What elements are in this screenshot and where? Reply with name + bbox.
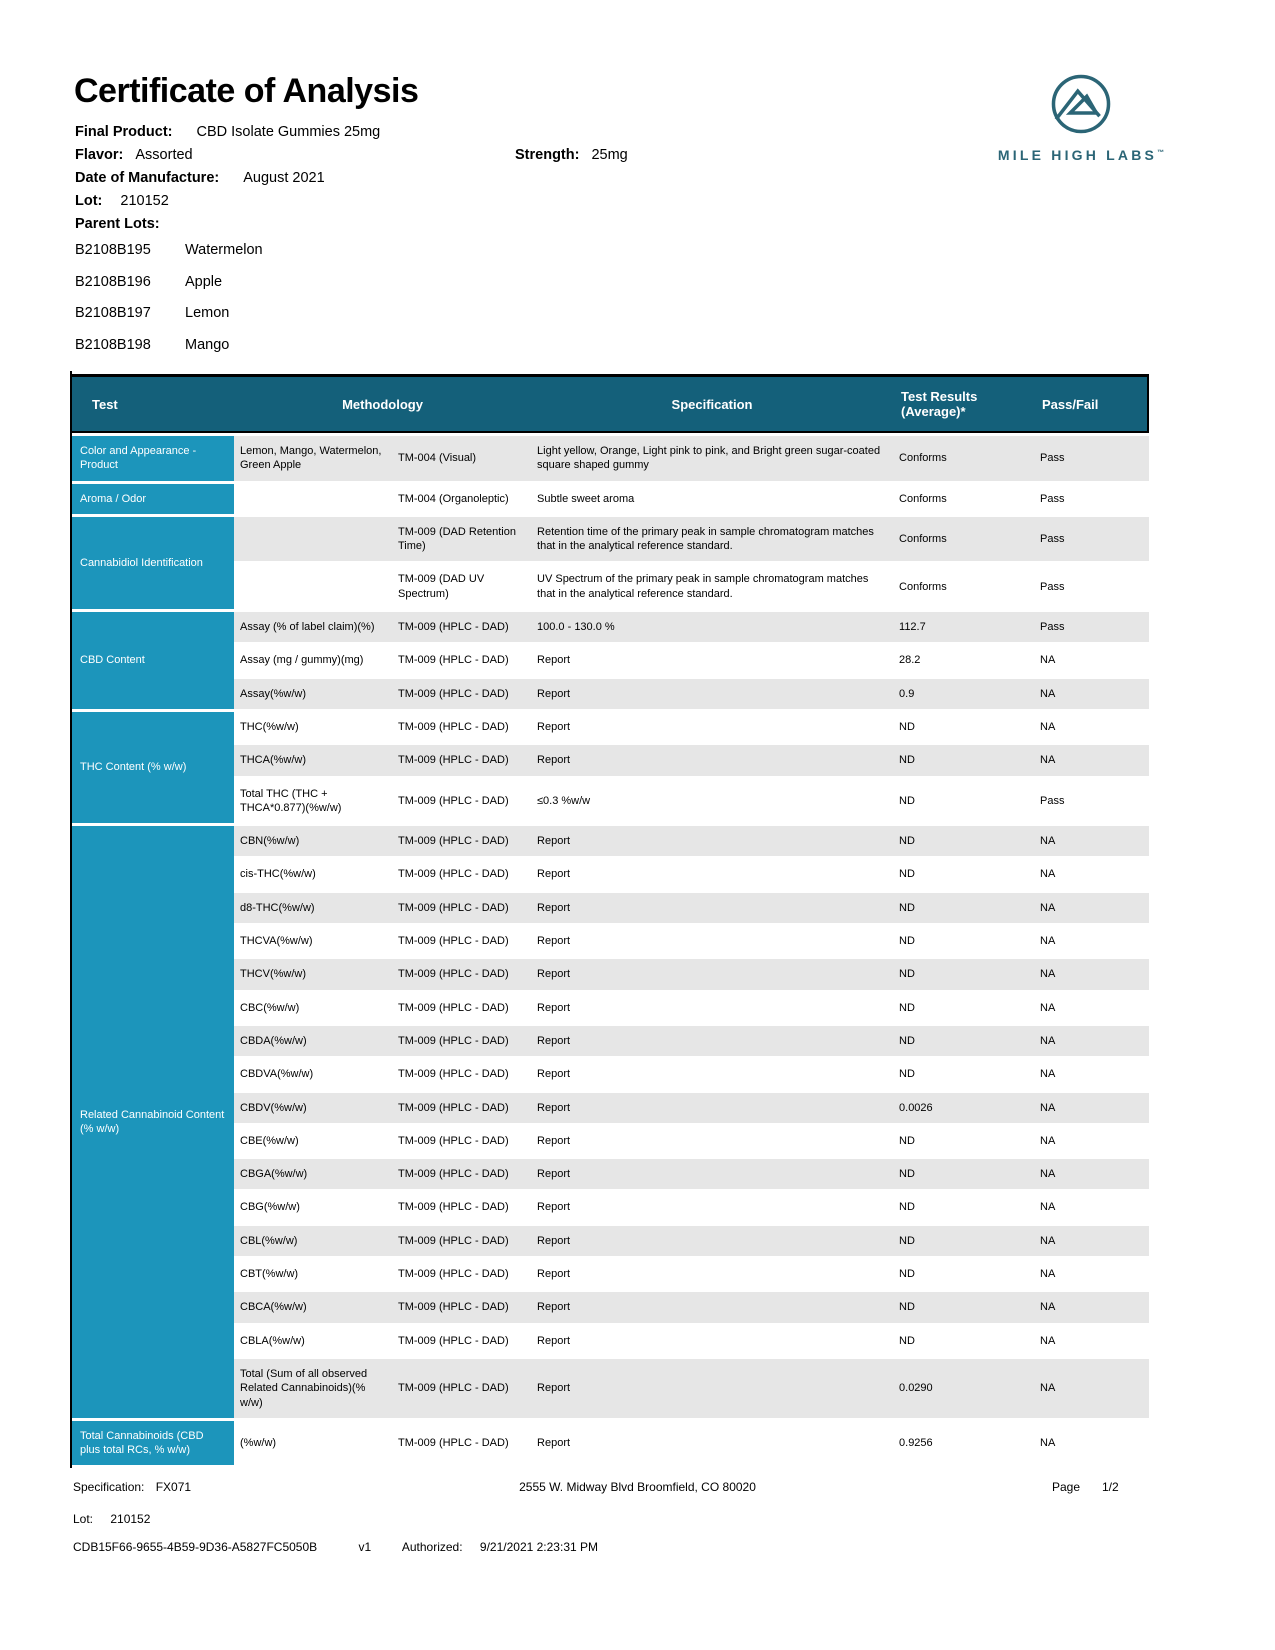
methodology-cell: TM-009 (HPLC - DAD) (392, 926, 531, 956)
table-row (72, 959, 1149, 989)
methodology-cell: TM-009 (HPLC - DAD) (392, 1059, 531, 1089)
result-cell: ND (893, 1126, 1034, 1156)
result-cell: Conforms (893, 517, 1034, 562)
passfail-cell: NA (1034, 1093, 1149, 1123)
specification-cell: Report (531, 645, 893, 675)
result-cell: 0.0026 (893, 1093, 1034, 1123)
table-row (72, 1421, 1149, 1466)
specification-cell: Light yellow, Orange, Light pink to pink, and Bright green sugar-coated square shaped gummy (531, 436, 893, 481)
strength-label: Strength: (515, 147, 580, 163)
test-group-cell: Related Cannabinoid Content (% w/w) (72, 826, 234, 1418)
test-group-cell: Cannabidiol Identification (72, 517, 234, 609)
test-group-cell: THC Content (% w/w) (72, 712, 234, 823)
authorized-datetime: 9/21/2021 2:23:31 PM (479, 1540, 598, 1554)
date-of-manufacture-value: August 2021 (243, 170, 325, 186)
parent-lot-row (75, 274, 975, 290)
specification-cell: Report (531, 1326, 893, 1356)
specification-cell: Report (531, 1359, 893, 1418)
specification-cell: Report (531, 1259, 893, 1289)
subtest-cell: THC(%w/w) (234, 712, 392, 742)
table-row (72, 1292, 1149, 1322)
col-header-specification: Specification (531, 374, 893, 433)
passfail-cell: Pass (1034, 612, 1149, 642)
col-header-pass-fail: Pass/Fail (1034, 374, 1149, 433)
result-cell: ND (893, 959, 1034, 989)
subtest-cell: CBDVA(%w/w) (234, 1059, 392, 1089)
col-header-test-results: Test Results (Average)* (893, 374, 1034, 433)
parent-lots-list (75, 242, 975, 353)
specification-cell: Report (531, 712, 893, 742)
result-cell: Conforms (893, 484, 1034, 514)
subtest-cell: CBL(%w/w) (234, 1226, 392, 1256)
specification-cell: Report (531, 826, 893, 856)
table-row (72, 564, 1149, 609)
passfail-cell: Pass (1034, 484, 1149, 514)
footer-lot (73, 1512, 150, 1526)
result-cell: ND (893, 1159, 1034, 1189)
parent-lot-code: B2108B196 (75, 273, 151, 290)
footer-page-value: 1/2 (1102, 1480, 1119, 1494)
footer-authorization (73, 1540, 598, 1554)
methodology-cell: TM-009 (HPLC - DAD) (392, 959, 531, 989)
subtest-cell: Assay(%w/w) (234, 679, 392, 709)
passfail-cell: NA (1034, 1359, 1149, 1418)
passfail-cell: NA (1034, 1026, 1149, 1056)
parent-lot-code: B2108B197 (75, 305, 151, 321)
final-product-row (75, 124, 975, 140)
result-cell: 0.0290 (893, 1359, 1034, 1418)
coa-table-wrap (70, 371, 1147, 1468)
parent-lot-flavor: Apple (185, 273, 223, 290)
col-header-test: Test (72, 374, 234, 433)
table-row (72, 1093, 1149, 1123)
col-header-methodology: Methodology (234, 374, 531, 433)
methodology-cell: TM-009 (HPLC - DAD) (392, 1159, 531, 1189)
coa-table-header (72, 374, 1149, 433)
subtest-cell: CBN(%w/w) (234, 826, 392, 856)
methodology-cell: TM-009 (HPLC - DAD) (392, 859, 531, 889)
strength-value: 25mg (591, 147, 628, 163)
specification-cell: Report (531, 1026, 893, 1056)
methodology-cell: TM-009 (HPLC - DAD) (392, 1126, 531, 1156)
product-info (75, 124, 975, 368)
footer-page-label: Page (1052, 1480, 1081, 1494)
subtest-cell: CBDV(%w/w) (234, 1093, 392, 1123)
table-row (72, 826, 1149, 856)
table-row (72, 1326, 1149, 1356)
methodology-cell: TM-009 (DAD UV Spectrum) (392, 564, 531, 609)
subtest-cell: THCVA(%w/w) (234, 926, 392, 956)
table-row (72, 779, 1149, 824)
methodology-cell: TM-009 (HPLC - DAD) (392, 779, 531, 824)
subtest-cell (234, 484, 392, 514)
table-row (72, 1126, 1149, 1156)
coa-table (70, 371, 1149, 1468)
specification-cell: Subtle sweet aroma (531, 484, 893, 514)
passfail-cell: NA (1034, 745, 1149, 775)
result-cell: ND (893, 1326, 1034, 1356)
specification-cell: UV Spectrum of the primary peak in sample chromatogram matches that in the analytical reference standard. (531, 564, 893, 609)
lot-row (75, 193, 975, 209)
specification-cell: Report (531, 745, 893, 775)
specification-cell: 100.0 - 130.0 % (531, 612, 893, 642)
subtest-cell: CBDA(%w/w) (234, 1026, 392, 1056)
subtest-cell: CBC(%w/w) (234, 993, 392, 1023)
methodology-cell: TM-009 (HPLC - DAD) (392, 1421, 531, 1466)
test-group-cell: Total Cannabinoids (CBD plus total RCs, % w/w) (72, 1421, 234, 1466)
methodology-cell: TM-004 (Organoleptic) (392, 484, 531, 514)
flavor-label: Flavor: (75, 147, 124, 163)
parent-lot-flavor: Mango (185, 336, 230, 353)
subtest-cell: CBE(%w/w) (234, 1126, 392, 1156)
passfail-cell: NA (1034, 926, 1149, 956)
table-row (72, 679, 1149, 709)
mile-high-labs-logo (990, 72, 1172, 163)
methodology-cell: TM-009 (HPLC - DAD) (392, 745, 531, 775)
passfail-cell: NA (1034, 1421, 1149, 1466)
methodology-cell: TM-009 (HPLC - DAD) (392, 893, 531, 923)
specification-cell: Report (531, 993, 893, 1023)
table-row (72, 859, 1149, 889)
subtest-cell: CBLA(%w/w) (234, 1326, 392, 1356)
table-row (72, 745, 1149, 775)
methodology-cell: TM-009 (HPLC - DAD) (392, 679, 531, 709)
specification-cell: ≤0.3 %w/w (531, 779, 893, 824)
subtest-cell: CBGA(%w/w) (234, 1159, 392, 1189)
passfail-cell: NA (1034, 1159, 1149, 1189)
table-row (72, 1026, 1149, 1056)
passfail-cell: NA (1034, 1226, 1149, 1256)
passfail-cell: Pass (1034, 517, 1149, 562)
result-cell: 0.9256 (893, 1421, 1034, 1466)
result-cell: ND (893, 1292, 1034, 1322)
brand-name: MILE HIGH LABS™ (997, 147, 1165, 163)
passfail-cell: NA (1034, 1059, 1149, 1089)
parent-lot-row (75, 242, 975, 258)
subtest-cell: THCV(%w/w) (234, 959, 392, 989)
test-group-cell: Aroma / Odor (72, 484, 234, 514)
table-row (72, 893, 1149, 923)
trademark-symbol: ™ (1157, 149, 1165, 157)
result-cell: ND (893, 926, 1034, 956)
methodology-cell: TM-009 (HPLC - DAD) (392, 612, 531, 642)
document-id: CDB15F66-9655-4B59-9D36-A5827FC5050B (73, 1540, 318, 1554)
header-row (72, 374, 1149, 433)
subtest-cell: THCA(%w/w) (234, 745, 392, 775)
parent-lot-code: B2108B198 (75, 336, 151, 353)
result-cell: ND (893, 712, 1034, 742)
passfail-cell: NA (1034, 1292, 1149, 1322)
parent-lot-row (75, 305, 975, 321)
result-cell: Conforms (893, 436, 1034, 481)
specification-cell: Report (531, 1059, 893, 1089)
table-row (72, 484, 1149, 514)
lot-value: 210152 (120, 193, 169, 209)
specification-cell: Report (531, 1421, 893, 1466)
passfail-cell: NA (1034, 1192, 1149, 1222)
methodology-cell: TM-009 (HPLC - DAD) (392, 712, 531, 742)
test-group-cell: Color and Appearance - Product (72, 436, 234, 481)
final-product-value: CBD Isolate Gummies 25mg (196, 124, 381, 140)
result-cell: ND (893, 1059, 1034, 1089)
methodology-cell: TM-004 (Visual) (392, 436, 531, 481)
document-version: v1 (358, 1540, 372, 1554)
result-cell: ND (893, 1226, 1034, 1256)
date-of-manufacture-row (75, 170, 975, 186)
parent-lot-code: B2108B195 (75, 242, 151, 258)
methodology-cell: TM-009 (HPLC - DAD) (392, 1359, 531, 1418)
methodology-cell: TM-009 (HPLC - DAD) (392, 1259, 531, 1289)
specification-cell: Report (531, 1226, 893, 1256)
specification-cell: Report (531, 1159, 893, 1189)
strength-row (515, 147, 628, 163)
table-row (72, 1359, 1149, 1418)
methodology-cell: TM-009 (HPLC - DAD) (392, 826, 531, 856)
footer-specification-value: FX071 (155, 1480, 192, 1494)
methodology-cell: TM-009 (HPLC - DAD) (392, 645, 531, 675)
methodology-cell: TM-009 (HPLC - DAD) (392, 1326, 531, 1356)
methodology-cell: TM-009 (HPLC - DAD) (392, 993, 531, 1023)
passfail-cell: NA (1034, 712, 1149, 742)
subtest-cell (234, 517, 392, 562)
specification-cell: Report (531, 893, 893, 923)
footer-lot-value: 210152 (110, 1512, 151, 1526)
specification-cell: Retention time of the primary peak in sample chromatogram matches that in the analytical reference standard. (531, 517, 893, 562)
passfail-cell: NA (1034, 1259, 1149, 1289)
passfail-cell: Pass (1034, 779, 1149, 824)
subtest-cell: cis-THC(%w/w) (234, 859, 392, 889)
table-row (72, 1226, 1149, 1256)
subtest-cell: Total THC (THC + THCA*0.877)(%w/w) (234, 779, 392, 824)
subtest-cell: CBT(%w/w) (234, 1259, 392, 1289)
result-cell: ND (893, 859, 1034, 889)
table-row (72, 1192, 1149, 1222)
specification-cell: Report (531, 859, 893, 889)
passfail-cell: NA (1034, 859, 1149, 889)
parent-lots-label: Parent Lots: (75, 216, 160, 232)
passfail-cell: NA (1034, 1326, 1149, 1356)
result-cell: ND (893, 1026, 1034, 1056)
table-row (72, 517, 1149, 562)
subtest-cell: Assay (% of label claim)(%) (234, 612, 392, 642)
subtest-cell: Total (Sum of all observed Related Cannabinoids)(% w/w) (234, 1359, 392, 1418)
table-row (72, 926, 1149, 956)
methodology-cell: TM-009 (DAD Retention Time) (392, 517, 531, 562)
result-cell: ND (893, 1192, 1034, 1222)
parent-lots-heading (75, 216, 975, 232)
parent-lot-flavor: Lemon (185, 305, 230, 321)
footer-specification-label: Specification: (73, 1480, 145, 1494)
specification-cell: Report (531, 1192, 893, 1222)
specification-cell: Report (531, 926, 893, 956)
table-row (72, 1059, 1149, 1089)
methodology-cell: TM-009 (HPLC - DAD) (392, 1292, 531, 1322)
parent-lot-row (75, 337, 975, 353)
table-row (72, 712, 1149, 742)
subtest-cell: Assay (mg / gummy)(mg) (234, 645, 392, 675)
result-cell: ND (893, 745, 1034, 775)
methodology-cell: TM-009 (HPLC - DAD) (392, 1192, 531, 1222)
result-cell: ND (893, 779, 1034, 824)
subtest-cell (234, 564, 392, 609)
passfail-cell: NA (1034, 1126, 1149, 1156)
result-cell: ND (893, 993, 1034, 1023)
coa-table-body (72, 436, 1149, 1465)
footer-lot-label: Lot: (73, 1512, 94, 1526)
passfail-cell: NA (1034, 679, 1149, 709)
flavor-row (75, 147, 975, 163)
table-row (72, 436, 1149, 481)
passfail-cell: NA (1034, 993, 1149, 1023)
result-cell: 0.9 (893, 679, 1034, 709)
methodology-cell: TM-009 (HPLC - DAD) (392, 1026, 531, 1056)
lot-label: Lot: (75, 193, 103, 209)
date-of-manufacture-label: Date of Manufacture: (75, 170, 220, 186)
methodology-cell: TM-009 (HPLC - DAD) (392, 1093, 531, 1123)
subtest-cell: Lemon, Mango, Watermelon, Green Apple (234, 436, 392, 481)
authorized-label: Authorized: (401, 1540, 463, 1554)
methodology-cell: TM-009 (HPLC - DAD) (392, 1226, 531, 1256)
passfail-cell: NA (1034, 826, 1149, 856)
test-group-cell: CBD Content (72, 612, 234, 709)
passfail-cell: NA (1034, 893, 1149, 923)
result-cell: ND (893, 893, 1034, 923)
specification-cell: Report (531, 679, 893, 709)
specification-cell: Report (531, 1126, 893, 1156)
table-row (72, 612, 1149, 642)
subtest-cell: CBG(%w/w) (234, 1192, 392, 1222)
subtest-cell: (%w/w) (234, 1421, 392, 1466)
passfail-cell: Pass (1034, 564, 1149, 609)
specification-cell: Report (531, 959, 893, 989)
result-cell: 112.7 (893, 612, 1034, 642)
specification-cell: Report (531, 1093, 893, 1123)
table-row (72, 993, 1149, 1023)
final-product-label: Final Product: (75, 124, 173, 140)
flavor-value: Assorted (135, 147, 193, 163)
parent-lot-flavor: Watermelon (185, 242, 263, 258)
subtest-cell: CBCA(%w/w) (234, 1292, 392, 1322)
table-row (72, 645, 1149, 675)
specification-cell: Report (531, 1292, 893, 1322)
result-cell: Conforms (893, 564, 1034, 609)
result-cell: ND (893, 826, 1034, 856)
passfail-cell: Pass (1034, 436, 1149, 481)
passfail-cell: NA (1034, 959, 1149, 989)
page-title: Certificate of Analysis (74, 72, 419, 110)
subtest-cell: d8-THC(%w/w) (234, 893, 392, 923)
mountain-circle-icon (1049, 123, 1113, 140)
result-cell: ND (893, 1259, 1034, 1289)
footer-address: 2555 W. Midway Blvd Broomfield, CO 80020 (519, 1480, 756, 1494)
result-cell: 28.2 (893, 645, 1034, 675)
table-row (72, 1259, 1149, 1289)
table-row (72, 1159, 1149, 1189)
passfail-cell: NA (1034, 645, 1149, 675)
